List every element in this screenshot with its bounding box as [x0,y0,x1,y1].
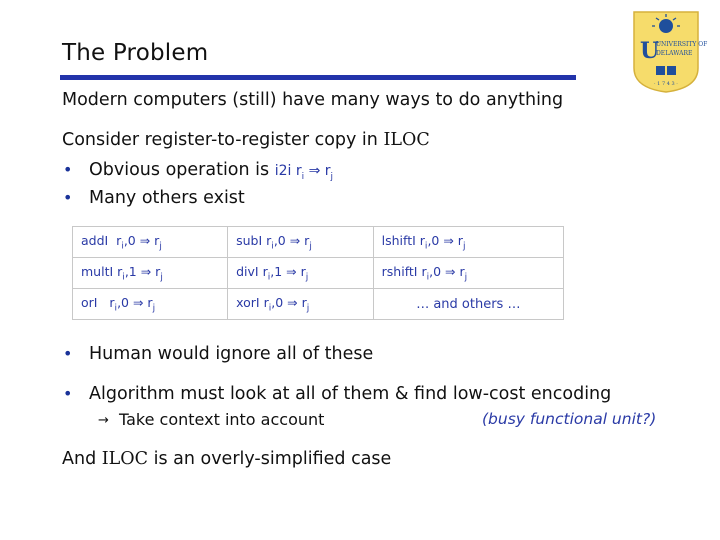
bullet-algorithm: Algorithm must look at all of them & find low-cost encoding [89,384,612,404]
intro-line: Modern computers (still) have many ways to do anything [62,90,564,110]
closing-line [62,449,391,469]
table-cell: divI $r_i,1$ ⇒ $r_j$ [228,258,374,289]
closing-suffix: is an overly-simplified case [148,449,392,469]
i2i-sub-j: j [330,171,334,182]
iloc-term: ILOC [383,130,430,150]
bullet-human-ignore: Human would ignore all of these [89,344,374,364]
svg-text:· 1 7 4 3 ·: · 1 7 4 3 · [654,81,678,87]
table-cell: rshiftI $r_i,0$ ⇒ $r_j$ [373,258,563,289]
bullet-obvious-operation [89,160,333,182]
sub-bullet-arrow-icon: → [98,413,109,428]
logo-delaware-text: DELAWARE [656,50,693,57]
slide-title: The Problem [62,40,209,66]
bullet-marker-4: • [63,384,73,403]
university-of-delaware-logo [630,8,708,94]
table-cell: orI $r_i,0$ ⇒ $r_j$ [73,289,228,320]
table-cell: xorI $r_i,0$ ⇒ $r_j$ [228,289,374,320]
table-row [73,289,564,320]
closing-iloc-term: ILOC [101,449,149,469]
logo-university-text: UNIVERSITY OF [656,41,708,48]
i2i-code [274,163,334,182]
title-rule [60,75,576,80]
table-row [73,227,564,258]
consider-text: Consider register-to-register copy in [62,130,384,150]
busy-functional-unit-note: (busy functional unit?) [482,410,657,428]
sub-bullet-context: Take context into account [119,410,325,429]
i2i-arrow: ⇒ r [304,163,331,179]
i2i-code-text: i2i r [274,163,302,179]
i2i-sub-i: i [301,171,305,182]
table-cell-and-others: … and others … [373,289,563,320]
operations-table [72,226,564,320]
table-cell: subI $r_i,0$ ⇒ $r_j$ [228,227,374,258]
table-row [73,258,564,289]
bullet-marker-3: • [63,344,73,363]
table-cell: lshiftI $r_i,0$ ⇒ $r_j$ [373,227,563,258]
bullet-marker-2: • [63,188,73,207]
consider-line [62,130,430,150]
table-cell: multI $r_i,1$ ⇒ $r_j$ [73,258,228,289]
bullet-marker-1: • [63,160,73,179]
bullet-many-others: Many others exist [89,188,245,208]
svg-text:U: U [640,38,660,64]
bullet-obvious-text: Obvious operation is [89,160,275,180]
closing-prefix: And [62,449,102,469]
table-cell: addI $r_i,0$ ⇒ $r_j$ [73,227,228,258]
